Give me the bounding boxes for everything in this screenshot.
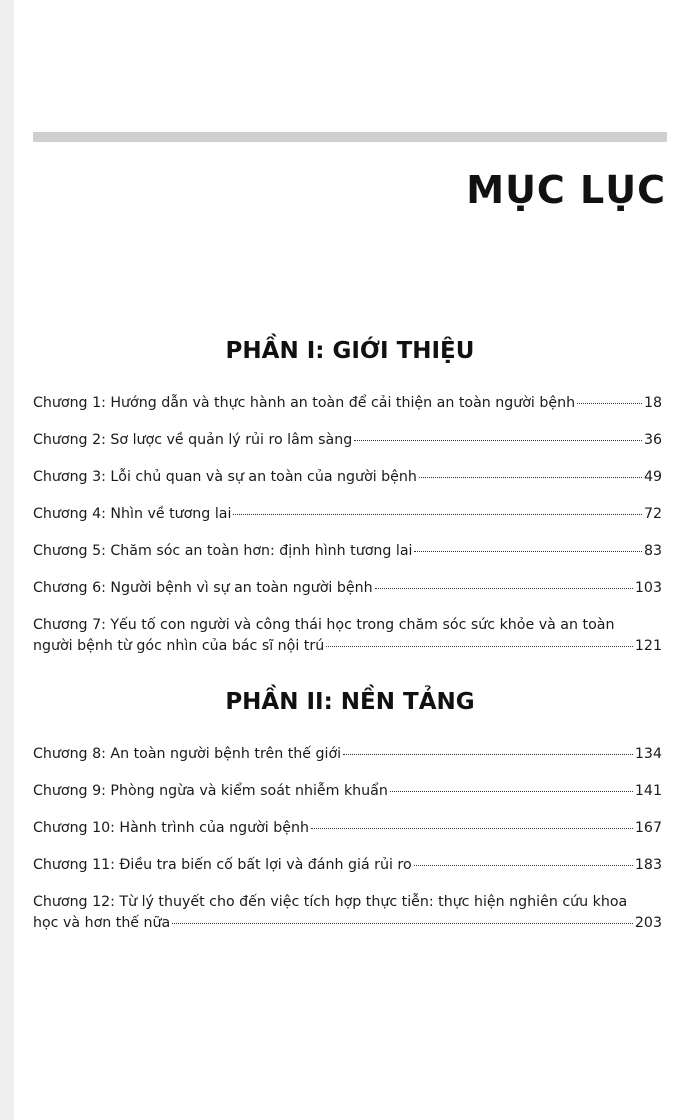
dot-leader — [419, 477, 642, 478]
toc-entry-page-number: 72 — [643, 506, 662, 522]
toc-entry-title: Chương 4: Nhìn về tương lai — [33, 506, 232, 522]
toc-entry-title: người bệnh từ góc nhìn của bác sĩ nội trú — [33, 638, 325, 654]
dot-leader — [343, 754, 633, 755]
dot-leader — [414, 865, 633, 866]
toc-entry-page-number: 183 — [634, 857, 662, 873]
dot-leader — [326, 646, 633, 647]
part-2-heading: PHẦN II: NỀN TẢNG — [225, 689, 475, 715]
part-1-toc-list — [33, 393, 662, 673]
toc-entry-title-line: Chương 12: Từ lý thuyết cho đến việc tích hợp thực tiễn: thực hiện nghiên cứu khoa — [33, 894, 628, 910]
dot-leader — [375, 588, 633, 589]
toc-entry[interactable] — [33, 855, 662, 876]
toc-entry-title: Chương 1: Hướng dẫn và thực hành an toàn để cải thiện an toàn người bệnh — [33, 395, 576, 411]
dot-leader — [311, 828, 633, 829]
page-title: MỤC LỤC — [466, 168, 666, 212]
toc-entry-title: Chương 10: Hành trình của người bệnh — [33, 820, 309, 836]
dot-leader — [390, 791, 633, 792]
toc-entry[interactable] — [33, 430, 662, 451]
part-2-toc-list — [33, 744, 662, 950]
toc-entry-page-number: 103 — [634, 580, 662, 596]
toc-entry-page-number: 49 — [643, 469, 662, 485]
toc-entry[interactable] — [33, 744, 662, 765]
toc-entry-page-number: 203 — [634, 915, 662, 931]
toc-entry-title: Chương 5: Chăm sóc an toàn hơn: định hình tương lai — [33, 543, 413, 559]
toc-entry[interactable] — [33, 578, 662, 599]
toc-entry-page-number: 18 — [643, 395, 662, 411]
toc-entry[interactable] — [33, 892, 662, 934]
part-1-heading: PHẦN I: GIỚI THIỆU — [225, 338, 475, 364]
dot-leader — [354, 440, 642, 441]
toc-entry[interactable] — [33, 393, 662, 414]
toc-entry-title: Chương 11: Điều tra biến cố bất lợi và đánh giá rủi ro — [33, 857, 412, 873]
toc-entry-title-line: Chương 7: Yếu tố con người và công thái học trong chăm sóc sức khỏe và an toàn — [33, 617, 615, 633]
dot-leader — [577, 403, 642, 404]
toc-entry[interactable] — [33, 541, 662, 562]
toc-entry[interactable] — [33, 615, 662, 657]
toc-entry-page-number: 167 — [634, 820, 662, 836]
toc-entry-page-number: 36 — [643, 432, 662, 448]
toc-entry-page-number: 134 — [634, 746, 662, 762]
header-rule — [33, 132, 667, 142]
toc-entry-title: Chương 2: Sơ lược về quản lý rủi ro lâm sàng — [33, 432, 353, 448]
toc-entry[interactable] — [33, 467, 662, 488]
toc-entry-title: Chương 3: Lỗi chủ quan và sự an toàn của người bệnh — [33, 469, 417, 485]
toc-entry-title: Chương 8: An toàn người bệnh trên thế giới — [33, 746, 342, 762]
toc-entry[interactable] — [33, 818, 662, 839]
toc-entry-page-number: 121 — [634, 638, 662, 654]
toc-entry[interactable] — [33, 504, 662, 525]
toc-entry-page-number: 141 — [634, 783, 662, 799]
toc-entry[interactable] — [33, 781, 662, 802]
toc-entry-title: Chương 6: Người bệnh vì sự an toàn người bệnh — [33, 580, 373, 596]
dot-leader — [414, 551, 641, 552]
toc-entry-page-number: 83 — [643, 543, 662, 559]
dot-leader — [172, 923, 633, 924]
dot-leader — [233, 514, 642, 515]
page-edge — [0, 0, 14, 1120]
toc-entry-title: Chương 9: Phòng ngừa và kiểm soát nhiễm khuẩn — [33, 783, 388, 799]
toc-entry-title: học và hơn thế nữa — [33, 915, 171, 931]
